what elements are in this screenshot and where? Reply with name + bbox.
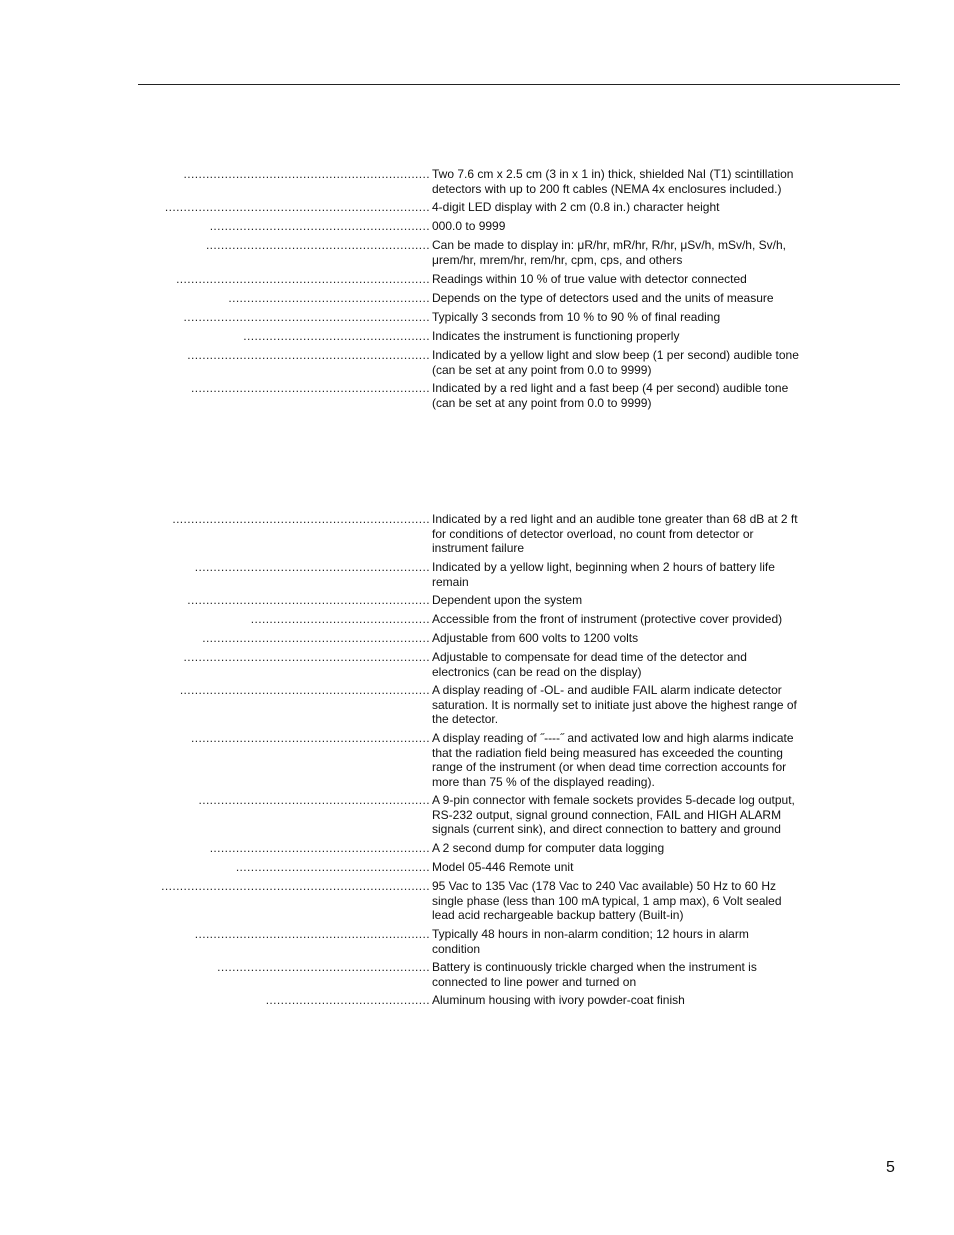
spec-value-line: (can be set at any point from 0.0 to 9999) xyxy=(432,395,652,410)
spec-value-line: Adjustable to compensate for dead time of the detector and xyxy=(432,650,747,664)
spec-value-line: μrem/hr, mrem/hr, rem/hr, cpm, cps, and others xyxy=(432,252,683,267)
spec-value-line: Indicated by a yellow light and slow beep (1 per second) audible tone xyxy=(432,348,799,362)
dot-leader: ....................................................................... xyxy=(164,200,430,214)
dot-leader: ............................................................ xyxy=(205,238,430,252)
dot-leader: ............................................................... xyxy=(194,560,430,574)
spec-value-line: 000.0 to 9999 xyxy=(432,219,506,233)
dot-leader: ................................................................ xyxy=(191,381,430,395)
spec-value xyxy=(432,631,824,646)
spec-value xyxy=(432,381,824,410)
spec-value xyxy=(432,348,824,377)
spec-value-line: Accessible from the front of instrument (protective cover provided) xyxy=(432,612,783,626)
dot-leader: ........................................................................ xyxy=(161,879,430,893)
spec-value xyxy=(432,167,824,196)
spec-value xyxy=(432,731,824,789)
dot-leader: .................................................................. xyxy=(183,310,430,324)
dot-leader: ............................................................. xyxy=(202,631,430,645)
spec-value-line: RS-232 output, signal ground connection, FAIL and HIGH ALARM xyxy=(432,807,782,822)
dot-leader: ........................................................... xyxy=(209,841,430,855)
spec-value-line: remain xyxy=(432,574,469,589)
spec-value-line: Aluminum housing with ivory powder-coat finish xyxy=(432,993,685,1007)
spec-value xyxy=(432,960,824,989)
spec-value-line: condition xyxy=(432,941,481,956)
spec-value-line: for conditions of detector overload, no count from detector or xyxy=(432,526,754,541)
header-rule xyxy=(138,84,900,85)
spec-value xyxy=(432,793,824,837)
spec-value-line: Battery is continuously trickle charged when the instrument is xyxy=(432,960,757,974)
spec-value xyxy=(432,272,824,287)
dot-leader: ................................................................. xyxy=(187,348,430,362)
spec-value xyxy=(432,879,824,923)
spec-value-line: A display reading of ˝----˝ and activated low and high alarms indicate xyxy=(432,731,794,745)
spec-value xyxy=(432,560,824,589)
dot-leader: .............................................................. xyxy=(198,793,430,807)
spec-value-line: connected to line power and turned on xyxy=(432,974,637,989)
dot-leader: .................................................................. xyxy=(183,167,430,181)
dot-leader: ......................................................... xyxy=(217,960,430,974)
spec-value-line: Two 7.6 cm x 2.5 cm (3 in x 1 in) thick, shielded NaI (T1) scintillation xyxy=(432,167,794,181)
spec-value-line: signals (current sink), and direct connection to battery and ground xyxy=(432,822,781,836)
spec-value xyxy=(432,650,824,679)
spec-value-line: Dependent upon the system xyxy=(432,593,583,607)
spec-value xyxy=(432,860,824,875)
dot-leader: ................................................................... xyxy=(179,683,430,697)
spec-value-line: detectors with up to 200 ft cables (NEMA 4x enclosures included.) xyxy=(432,181,782,196)
spec-value-line: Indicated by a red light and a fast beep (4 per second) audible tone xyxy=(432,381,789,395)
spec-value-line: instrument failure xyxy=(432,541,525,555)
spec-value-line: A 2 second dump for computer data logging xyxy=(432,841,665,855)
spec-value-line: more than 75 % of the displayed reading). xyxy=(432,774,655,789)
dot-leader: ............................................ xyxy=(265,993,430,1007)
spec-value-line: 4-digit LED display with 2 cm (0.8 in.) character height xyxy=(432,200,720,214)
spec-value xyxy=(432,841,824,856)
spec-value-line: Model 05-446 Remote unit xyxy=(432,860,574,874)
spec-value xyxy=(432,927,824,956)
dot-leader: ..................................................................... xyxy=(172,512,430,526)
spec-value xyxy=(432,291,824,306)
spec-value-line: 95 Vac to 135 Vac (178 Vac to 240 Vac available) 50 Hz to 60 Hz xyxy=(432,879,776,893)
spec-value-line: Typically 3 seconds from 10 % to 90 % of final reading xyxy=(432,310,721,324)
dot-leader: ...................................................... xyxy=(228,291,430,305)
spec-value xyxy=(432,238,824,267)
spec-value-line: the detector. xyxy=(432,712,499,726)
spec-value xyxy=(432,993,824,1008)
spec-value-line: saturation. It is normally set to initiate just above the highest range of xyxy=(432,697,797,712)
spec-value xyxy=(432,612,824,627)
dot-leader: .................................................................... xyxy=(176,272,430,286)
dot-leader: .................................................... xyxy=(235,860,430,874)
spec-value-line: (can be set at any point from 0.0 to 9999) xyxy=(432,362,652,377)
spec-value xyxy=(432,310,824,325)
spec-value-line: Indicated by a yellow light, beginning when 2 hours of battery life xyxy=(432,560,775,574)
spec-value-line: that the radiation field being measured has exceeded the counting xyxy=(432,745,783,760)
spec-value-line: single phase (less than 100 mA typical, 1 amp max), 6 Volt sealed xyxy=(432,893,782,908)
dot-leader: ................................................................ xyxy=(191,731,430,745)
spec-value-line: A display reading of -OL- and audible FAIL alarm indicate detector xyxy=(432,683,782,697)
spec-value-line: Can be made to display in: μR/hr, mR/hr, R/hr, μSv/h, mSv/h, Sv/h, xyxy=(432,238,786,252)
spec-value-line: electronics (can be read on the display) xyxy=(432,664,642,679)
dot-leader: ................................................................. xyxy=(187,593,430,607)
page-number: 5 xyxy=(886,1159,895,1176)
spec-value-line: Indicated by a red light and an audible tone greater than 68 dB at 2 ft xyxy=(432,512,798,526)
spec-value xyxy=(432,683,824,727)
spec-value-line: Typically 48 hours in non-alarm condition; 12 hours in alarm xyxy=(432,927,749,941)
spec-value xyxy=(432,329,824,344)
spec-value-line: Depends on the type of detectors used and the units of measure xyxy=(432,291,774,305)
dot-leader: .................................................. xyxy=(243,329,430,343)
spec-value-line: A 9-pin connector with female sockets provides 5-decade log output, xyxy=(432,793,795,807)
spec-value-line: Indicates the instrument is functioning properly xyxy=(432,329,680,343)
spec-value xyxy=(432,512,824,556)
dot-leader: ............................................................... xyxy=(194,927,430,941)
spec-value-line: lead acid rechargeable backup battery (Built-in) xyxy=(432,908,684,922)
dot-leader: ........................................................... xyxy=(209,219,430,233)
dot-leader: .................................................................. xyxy=(183,650,430,664)
spec-value-line: Readings within 10 % of true value with detector connected xyxy=(432,272,747,286)
spec-value xyxy=(432,200,824,215)
spec-value-line: range of the instrument (or when dead time correction accounts for xyxy=(432,760,787,774)
spec-value xyxy=(432,219,824,234)
spec-value-line: Adjustable from 600 volts to 1200 volts xyxy=(432,631,639,645)
dot-leader: ................................................ xyxy=(250,612,430,626)
spec-value xyxy=(432,593,824,608)
